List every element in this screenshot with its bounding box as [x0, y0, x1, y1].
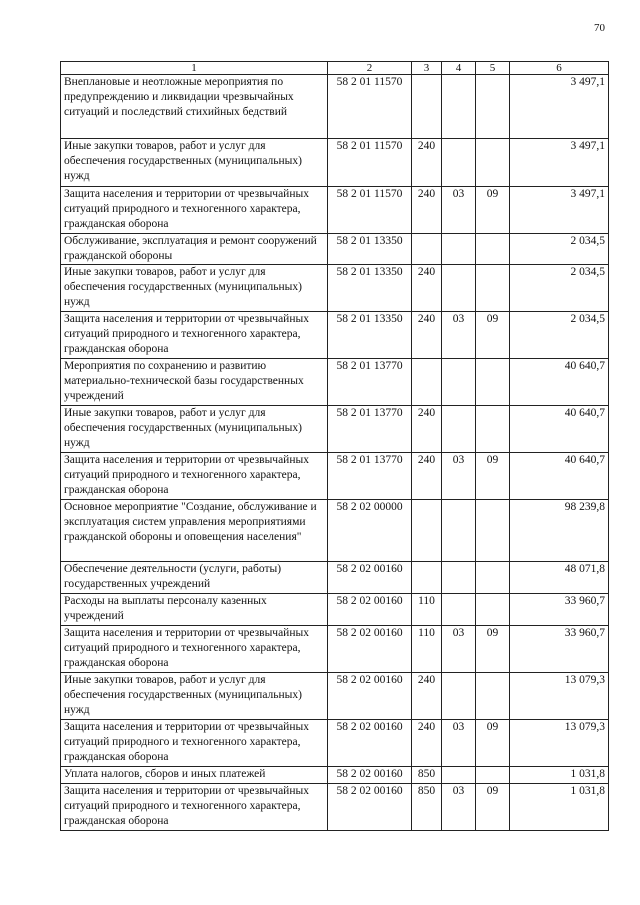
row-amount: 2 034,5 [510, 312, 609, 359]
row-name: Защита населения и территории от чрезвычайных ситуаций природного и техногенного характера, гражданская оборона [61, 720, 328, 767]
row-name: Защита населения и территории от чрезвычайных ситуаций природного и техногенного характера, гражданская оборона [61, 312, 328, 359]
row-code: 58 2 01 13770 [328, 406, 412, 453]
row-subsection [476, 75, 510, 139]
row-expense-type: 110 [412, 626, 442, 673]
row-code: 58 2 01 13350 [328, 312, 412, 359]
row-code: 58 2 02 00160 [328, 594, 412, 626]
row-subsection [476, 234, 510, 265]
header-col-5: 5 [476, 62, 510, 75]
row-name: Иные закупки товаров, работ и услуг для обеспечения государственных (муниципальных) нужд [61, 265, 328, 312]
row-subsection: 09 [476, 626, 510, 673]
row-subsection [476, 500, 510, 562]
row-code: 58 2 01 11570 [328, 187, 412, 234]
row-code: 58 2 02 00160 [328, 562, 412, 594]
row-code: 58 2 01 13350 [328, 234, 412, 265]
row-amount: 3 497,1 [510, 75, 609, 139]
row-expense-type: 240 [412, 720, 442, 767]
row-subsection: 09 [476, 187, 510, 234]
table-row [61, 673, 609, 720]
row-code: 58 2 02 00160 [328, 767, 412, 784]
row-amount: 2 034,5 [510, 265, 609, 312]
row-expense-type: 850 [412, 784, 442, 831]
header-col-1: 1 [61, 62, 328, 75]
row-subsection [476, 406, 510, 453]
row-subsection: 09 [476, 312, 510, 359]
row-section [442, 500, 476, 562]
row-amount: 40 640,7 [510, 359, 609, 406]
row-code: 58 2 01 13770 [328, 453, 412, 500]
row-amount: 3 497,1 [510, 139, 609, 187]
row-section [442, 265, 476, 312]
row-expense-type: 240 [412, 139, 442, 187]
row-expense-type: 240 [412, 265, 442, 312]
row-amount: 1 031,8 [510, 767, 609, 784]
table-row [61, 139, 609, 187]
row-amount: 33 960,7 [510, 626, 609, 673]
row-expense-type [412, 500, 442, 562]
table-row [61, 234, 609, 265]
row-amount: 33 960,7 [510, 594, 609, 626]
row-amount: 13 079,3 [510, 720, 609, 767]
row-subsection: 09 [476, 720, 510, 767]
row-amount: 40 640,7 [510, 453, 609, 500]
row-amount: 13 079,3 [510, 673, 609, 720]
row-amount: 48 071,8 [510, 562, 609, 594]
row-name: Иные закупки товаров, работ и услуг для обеспечения государственных (муниципальных) нужд [61, 406, 328, 453]
table-body [61, 75, 609, 831]
table-row [61, 406, 609, 453]
row-section [442, 594, 476, 626]
row-section: 03 [442, 784, 476, 831]
row-name: Иные закупки товаров, работ и услуг для обеспечения государственных (муниципальных) нужд [61, 673, 328, 720]
page-number: 70 [594, 22, 605, 34]
row-code: 58 2 02 00160 [328, 626, 412, 673]
row-name: Уплата налогов, сборов и иных платежей [61, 767, 328, 784]
row-name: Обеспечение деятельности (услуги, работы) государственных учреждений [61, 562, 328, 594]
table-row [61, 453, 609, 500]
row-name: Обслуживание, эксплуатация и ремонт сооружений гражданской обороны [61, 234, 328, 265]
row-expense-type: 240 [412, 187, 442, 234]
row-section [442, 139, 476, 187]
header-col-3: 3 [412, 62, 442, 75]
row-amount: 3 497,1 [510, 187, 609, 234]
row-expense-type: 240 [412, 673, 442, 720]
table-row [61, 720, 609, 767]
row-section: 03 [442, 453, 476, 500]
header-col-6: 6 [510, 62, 609, 75]
row-expense-type: 240 [412, 312, 442, 359]
row-code: 58 2 02 00160 [328, 673, 412, 720]
row-expense-type [412, 75, 442, 139]
row-name: Мероприятия по сохранению и развитию материально-технической базы государственных учреждений [61, 359, 328, 406]
row-name: Защита населения и территории от чрезвычайных ситуаций природного и техногенного характера, гражданская оборона [61, 187, 328, 234]
row-subsection [476, 594, 510, 626]
table-row [61, 626, 609, 673]
row-section [442, 234, 476, 265]
row-name: Основное мероприятие "Создание, обслуживание и эксплуатация систем управления мероприятиями гражданской обороны и оповещения населения" [61, 500, 328, 562]
table-row [61, 784, 609, 831]
header-col-4: 4 [442, 62, 476, 75]
row-code: 58 2 02 00160 [328, 784, 412, 831]
row-expense-type: 850 [412, 767, 442, 784]
row-amount: 1 031,8 [510, 784, 609, 831]
row-expense-type [412, 359, 442, 406]
row-subsection [476, 562, 510, 594]
row-expense-type [412, 562, 442, 594]
row-code: 58 2 01 13770 [328, 359, 412, 406]
budget-table [60, 61, 609, 831]
table-row [61, 312, 609, 359]
row-subsection [476, 673, 510, 720]
table-row [61, 187, 609, 234]
table-row [61, 767, 609, 784]
row-expense-type [412, 234, 442, 265]
row-section: 03 [442, 187, 476, 234]
table-header-row [61, 62, 609, 75]
row-section: 03 [442, 720, 476, 767]
row-section: 03 [442, 626, 476, 673]
row-expense-type: 110 [412, 594, 442, 626]
row-section [442, 673, 476, 720]
row-name: Защита населения и территории от чрезвычайных ситуаций природного и техногенного характера, гражданская оборона [61, 626, 328, 673]
table-row [61, 75, 609, 139]
row-name: Защита населения и территории от чрезвычайных ситуаций природного и техногенного характера, гражданская оборона [61, 784, 328, 831]
row-name: Защита населения и территории от чрезвычайных ситуаций природного и техногенного характера, гражданская оборона [61, 453, 328, 500]
row-name: Иные закупки товаров, работ и услуг для обеспечения государственных (муниципальных) нужд [61, 139, 328, 187]
row-subsection [476, 767, 510, 784]
row-section [442, 767, 476, 784]
row-section: 03 [442, 312, 476, 359]
row-expense-type: 240 [412, 453, 442, 500]
row-amount: 98 239,8 [510, 500, 609, 562]
row-name: Внеплановые и неотложные мероприятия по предупреждению и ликвидации чрезвычайных ситуаций и последствий стихийных бедствий [61, 75, 328, 139]
table-row [61, 265, 609, 312]
row-code: 58 2 01 11570 [328, 139, 412, 187]
row-subsection [476, 359, 510, 406]
row-name: Расходы на выплаты персоналу казенных учреждений [61, 594, 328, 626]
table-row [61, 359, 609, 406]
row-amount: 2 034,5 [510, 234, 609, 265]
row-code: 58 2 02 00000 [328, 500, 412, 562]
table-row [61, 500, 609, 562]
row-code: 58 2 02 00160 [328, 720, 412, 767]
row-section [442, 75, 476, 139]
row-section [442, 406, 476, 453]
table-row [61, 594, 609, 626]
row-code: 58 2 01 13350 [328, 265, 412, 312]
row-subsection: 09 [476, 784, 510, 831]
row-section [442, 359, 476, 406]
row-section [442, 562, 476, 594]
table-row [61, 562, 609, 594]
row-subsection [476, 265, 510, 312]
row-subsection [476, 139, 510, 187]
header-col-2: 2 [328, 62, 412, 75]
row-code: 58 2 01 11570 [328, 75, 412, 139]
row-expense-type: 240 [412, 406, 442, 453]
row-amount: 40 640,7 [510, 406, 609, 453]
row-subsection: 09 [476, 453, 510, 500]
